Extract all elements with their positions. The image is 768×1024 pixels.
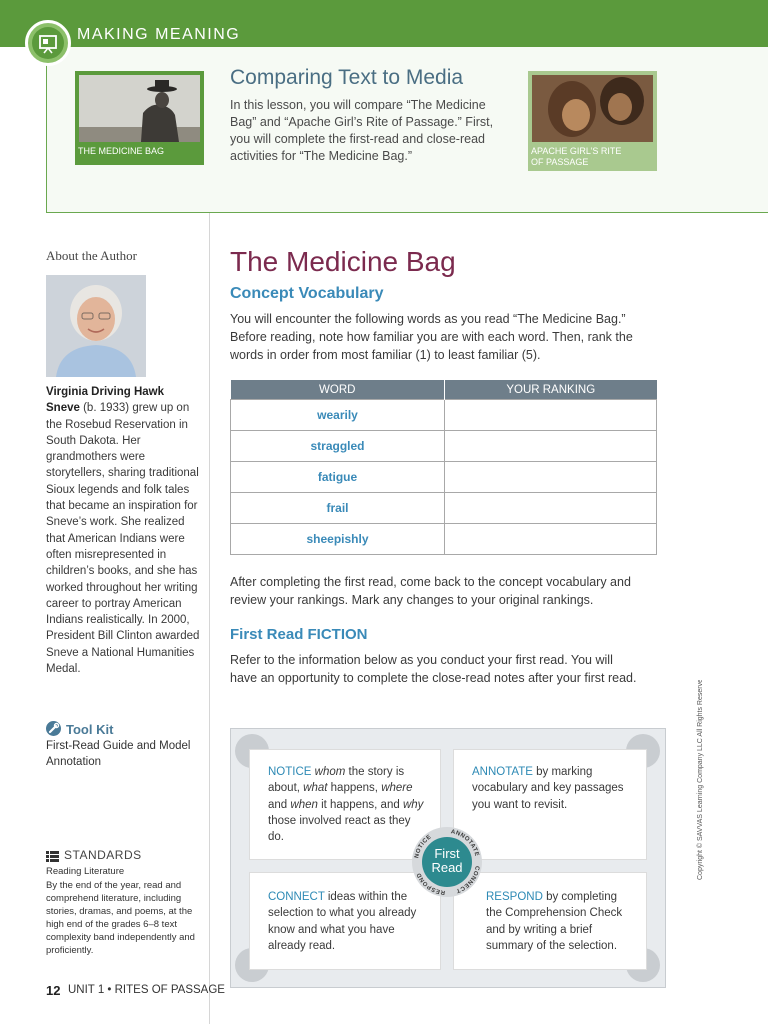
medicine-bag-thumbnail-image bbox=[79, 75, 200, 142]
thumbnail-caption: THE MEDICINE BAG bbox=[78, 146, 165, 156]
thumbnail-caption-line-1: APACHE GIRL’S RITE bbox=[531, 146, 622, 156]
ranking-cell[interactable] bbox=[445, 431, 657, 462]
standards-text: By the end of the year, read and comprehend literature, including stories, dramas, and poems, at the high end of the grades 6–8 text complexity band independently and proficiently. bbox=[46, 880, 195, 956]
toolkit-description: First-Read Guide and Model Annotation bbox=[46, 740, 191, 768]
thumbnail-caption-line-2: OF PASSAGE bbox=[531, 157, 589, 167]
word-column-header: WORD bbox=[231, 380, 445, 400]
sidebar-divider bbox=[209, 213, 210, 1024]
list-icon bbox=[46, 849, 59, 867]
toolkit-title[interactable]: Tool Kit bbox=[66, 722, 114, 737]
table-row bbox=[231, 493, 657, 524]
first-read-center-line-1: First bbox=[434, 846, 460, 861]
vocab-word: fatigue bbox=[231, 462, 445, 493]
ranking-cell[interactable] bbox=[445, 400, 657, 431]
author-photo bbox=[46, 275, 146, 377]
notice-where: where bbox=[381, 782, 413, 795]
vocabulary-ranking-table bbox=[230, 380, 657, 555]
about-author-label: About the Author bbox=[46, 248, 137, 263]
vocab-word: straggled bbox=[231, 431, 445, 462]
notice-text: and bbox=[268, 798, 291, 811]
apache-girl-thumbnail-image bbox=[532, 75, 653, 142]
ranking-column-header: YOUR RANKING bbox=[445, 380, 657, 400]
table-row bbox=[231, 462, 657, 493]
vocab-word: frail bbox=[231, 493, 445, 524]
vocab-word: sheepishly bbox=[231, 524, 445, 555]
notice-whom: whom bbox=[314, 766, 346, 778]
connect-keyword: CONNECT bbox=[268, 891, 325, 903]
notice-text: those involved react as they do. bbox=[268, 814, 411, 844]
ring-label-connect: CONNECT bbox=[454, 865, 480, 894]
ring-label-respond: RESPOND bbox=[416, 871, 446, 896]
notice-text: the story is about, bbox=[268, 766, 405, 795]
first-read-heading: First Read FICTION bbox=[230, 626, 368, 643]
notice-why: why bbox=[402, 798, 424, 811]
copyright-notice bbox=[693, 680, 705, 880]
notice-text: it happens, and bbox=[317, 798, 403, 811]
standards-title: STANDARDS bbox=[64, 848, 142, 862]
easel-icon bbox=[32, 27, 64, 59]
page-number: 12 bbox=[46, 983, 61, 998]
concept-vocabulary-intro: You will encounter the following words as you read “The Medicine Bag.” Before reading, note how familiar you are with each word. Then, rank the words in order from most familiar (1) to least familiar (5). bbox=[230, 312, 633, 362]
lesson-title: The Medicine Bag bbox=[230, 246, 456, 277]
notice-keyword: NOTICE bbox=[268, 766, 312, 778]
first-read-center-badge bbox=[422, 837, 472, 887]
respond-card bbox=[453, 872, 647, 970]
table-row bbox=[231, 524, 657, 555]
first-read-center-line-2: Read bbox=[431, 860, 463, 875]
ring-label-annotate: ANNOTATE bbox=[450, 829, 480, 858]
annotate-card bbox=[453, 749, 647, 860]
author-bio bbox=[46, 384, 201, 677]
notice-text: happens, bbox=[327, 782, 382, 795]
author-name: Virginia Driving Hawk Sneve bbox=[46, 386, 165, 415]
ranking-cell[interactable] bbox=[445, 462, 657, 493]
connect-text: ideas within the selection to what you already know and what you have already read. bbox=[268, 891, 417, 952]
table-row bbox=[231, 400, 657, 431]
author-bio-text: (b. 1933) grew up on the Rosebud Reservation in South Dakota. Her grandmothers were storytellers, sharing traditional Sioux legends and folk tales that became an inspiration for Sneve’s work. She realized that American Indians were often misrepresented in children’s books, and she has worked throughout her writing career to portray American Indians realistically. In 2000, President Bill Clinton awarded Sneve a National Humanities Medal. bbox=[46, 402, 200, 676]
annotate-keyword: ANNOTATE bbox=[472, 766, 533, 778]
respond-text: by completing the Comprehension Check and by writing a brief summary of the selection. bbox=[486, 891, 623, 952]
ranking-cell[interactable] bbox=[445, 524, 657, 555]
ring-label-notice: NOTICE bbox=[414, 834, 433, 859]
unit-label: UNIT 1 • RITES OF PASSAGE bbox=[68, 984, 225, 996]
first-read-instructions: Refer to the information below as you conduct your first read. You will have an opportunity to complete the close-read notes after your first read. bbox=[230, 653, 637, 685]
notice-what: what bbox=[303, 782, 328, 795]
vocab-word: wearily bbox=[231, 400, 445, 431]
ranking-cell[interactable] bbox=[445, 493, 657, 524]
notice-when: when bbox=[290, 798, 318, 811]
annotate-text: by marking vocabulary and key passages you want to revisit. bbox=[472, 766, 624, 811]
copyright-text: Copyright © SAVVAS Learning Company LLC All Rights Reserved. bbox=[697, 680, 704, 880]
table-row bbox=[231, 431, 657, 462]
concept-vocabulary-heading: Concept Vocabulary bbox=[230, 285, 384, 302]
section-title: MAKING MEANING bbox=[77, 26, 241, 43]
respond-keyword: RESPOND bbox=[486, 891, 543, 903]
media-heading: Comparing Text to Media bbox=[230, 66, 464, 89]
after-reading-instructions: After completing the first read, come back to the concept vocabulary and review your rankings. Mark any changes to your original rankings. bbox=[230, 575, 631, 607]
standards-subtitle: Reading Literature bbox=[46, 866, 125, 877]
media-description: In this lesson, you will compare “The Medicine Bag” and “Apache Girl’s Rite of Passage.” First, you will complete the first-read and close-read activities for “The Medicine Bag.” bbox=[230, 98, 494, 163]
wrench-icon bbox=[46, 721, 61, 736]
